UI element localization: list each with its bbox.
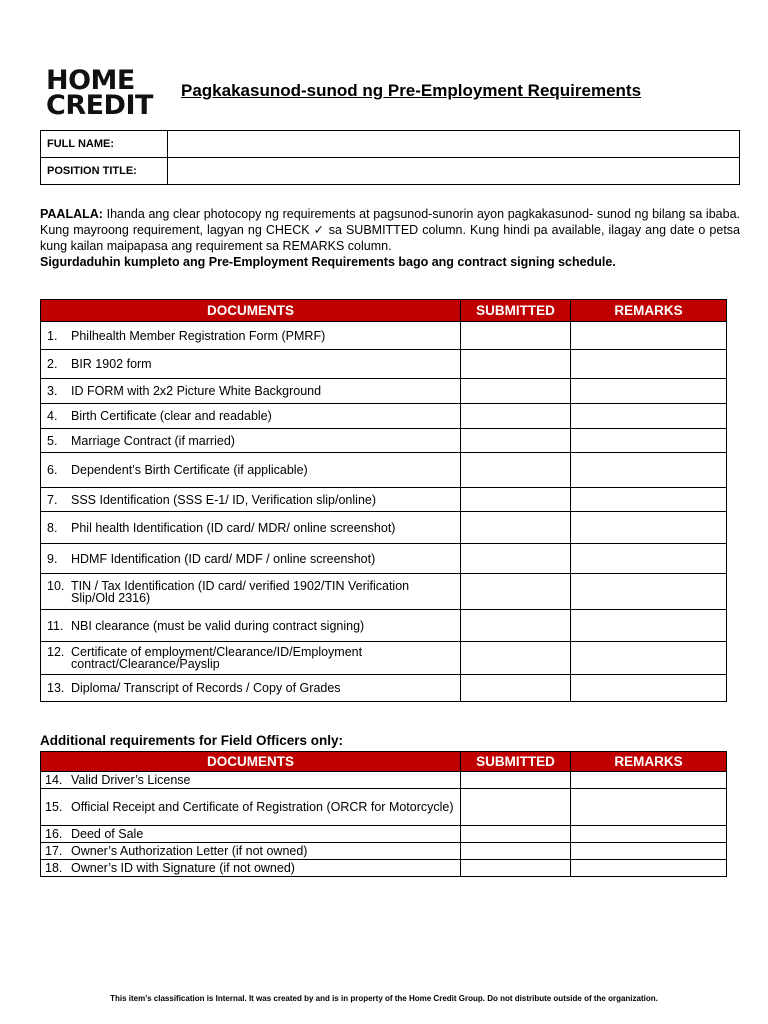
document-cell (41, 322, 461, 350)
table-row (41, 379, 727, 404)
remarks-cell[interactable] (571, 453, 727, 488)
documents-header: DOCUMENTS (41, 300, 461, 322)
row-number: 2. (47, 357, 58, 371)
row-number: 1. (47, 328, 58, 343)
row-number: 8. (47, 520, 58, 535)
row-number: 12. (47, 645, 65, 659)
remarks-cell[interactable] (571, 789, 727, 826)
document-name: Birth Certificate (clear and readable) (71, 409, 272, 423)
remarks-cell[interactable] (571, 379, 727, 404)
document-cell (41, 404, 461, 429)
document-name: Valid Driver’s License (71, 773, 191, 787)
remarks-cell[interactable] (571, 843, 727, 860)
remarks-cell[interactable] (571, 512, 727, 544)
document-cell (41, 675, 461, 702)
remarks-cell[interactable] (571, 429, 727, 453)
document-name: Official Receipt and Certificate of Registration (ORCR for Motorcycle) (71, 800, 454, 814)
row-number: 4. (47, 409, 58, 423)
document-cell (41, 843, 461, 860)
remarks-cell[interactable] (571, 772, 727, 789)
document-name: BIR 1902 form (71, 357, 152, 371)
full-name-field[interactable] (168, 131, 740, 158)
row-number: 7. (47, 492, 58, 507)
document-cell (41, 379, 461, 404)
document-cell (41, 826, 461, 843)
row-number: 16. (45, 827, 63, 841)
submitted-cell[interactable] (461, 826, 571, 843)
document-name: Diploma/ Transcript of Records / Copy of Grades (71, 681, 341, 695)
submitted-cell[interactable] (461, 789, 571, 826)
position-title-label: POSITION TITLE: (41, 158, 168, 185)
submitted-cell[interactable] (461, 675, 571, 702)
document-cell (41, 574, 461, 610)
row-number: 10. (47, 578, 65, 593)
table-row (41, 544, 727, 574)
submitted-cell[interactable] (461, 379, 571, 404)
row-number: 11. (47, 618, 64, 633)
row-number: 15. (45, 800, 63, 814)
table-row (41, 642, 727, 675)
remarks-cell[interactable] (571, 860, 727, 877)
submitted-header: SUBMITTED (461, 300, 571, 322)
document-name: HDMF Identification (ID card/ MDF / online screenshot) (71, 551, 376, 566)
table-row (41, 488, 727, 512)
position-title-field[interactable] (168, 158, 740, 185)
logo-line-1: HOME (46, 65, 135, 96)
document-cell (41, 544, 461, 574)
remarks-cell[interactable] (571, 610, 727, 642)
document-name: ID FORM with 2x2 Picture White Background (71, 384, 322, 398)
table-row (41, 826, 727, 843)
document-cell (41, 789, 461, 826)
document-cell (41, 860, 461, 877)
document-cell (41, 642, 461, 675)
table-row (41, 675, 727, 702)
documents-header: DOCUMENTS (41, 752, 461, 772)
document-name: Phil health Identification (ID card/ MDR/ online screenshot) (71, 520, 396, 535)
requirements-table (40, 299, 727, 702)
table-row (41, 322, 727, 350)
document-cell (41, 488, 461, 512)
table-row (41, 453, 727, 488)
table-row (41, 843, 727, 860)
remarks-cell[interactable] (571, 488, 727, 512)
remarks-cell[interactable] (571, 404, 727, 429)
remarks-cell[interactable] (571, 574, 727, 610)
submitted-cell[interactable] (461, 574, 571, 610)
field-officers-header-row (41, 752, 727, 772)
submitted-cell[interactable] (461, 860, 571, 877)
submitted-cell[interactable] (461, 772, 571, 789)
remarks-cell[interactable] (571, 322, 727, 350)
document-name: Deed of Sale (71, 827, 144, 841)
table-row (41, 574, 727, 610)
remarks-header: REMARKS (571, 752, 727, 772)
row-number: 14. (45, 773, 63, 787)
submitted-cell[interactable] (461, 429, 571, 453)
position-title-row (41, 158, 740, 185)
row-number: 18. (45, 861, 63, 875)
document-name: Philhealth Member Registration Form (PMRF) (71, 328, 326, 343)
document-name: TIN / Tax Identification (ID card/ verified 1902/TIN Verification Slip/Old 2316) (71, 578, 410, 605)
classification-footer: This item's classification is Internal. It was created by and is in property of the Home Credit Group. Do not distribute outside of the organization. (110, 994, 658, 1003)
remarks-cell[interactable] (571, 675, 727, 702)
document-name: NBI clearance (must be valid during contract signing) (71, 618, 365, 633)
document-name: Owner’s Authorization Letter (if not owned) (71, 844, 308, 858)
table-row (41, 610, 727, 642)
document-cell (41, 429, 461, 453)
submitted-cell[interactable] (461, 642, 571, 675)
remarks-header: REMARKS (571, 300, 727, 322)
submitted-cell[interactable] (461, 404, 571, 429)
table-row (41, 789, 727, 826)
row-number: 3. (47, 384, 58, 398)
table-row (41, 860, 727, 877)
document-cell (41, 453, 461, 488)
document-name: SSS Identification (SSS E-1/ ID, Verification slip/online) (71, 492, 377, 507)
table-row (41, 512, 727, 544)
remarks-cell[interactable] (571, 544, 727, 574)
submitted-header: SUBMITTED (461, 752, 571, 772)
requirements-header-row (41, 300, 727, 322)
full-name-row (41, 131, 740, 158)
home-credit-logo (46, 65, 176, 122)
field-officers-heading: Additional requirements for Field Officers only: (40, 733, 344, 748)
submitted-cell[interactable] (461, 843, 571, 860)
document-cell (41, 772, 461, 789)
row-number: 17. (45, 844, 63, 858)
submitted-cell[interactable] (461, 322, 571, 350)
field-officers-table (40, 751, 727, 877)
document-cell (41, 610, 461, 642)
remarks-cell[interactable] (571, 642, 727, 675)
table-row (41, 404, 727, 429)
document-name: Certificate of employment/Clearance/ID/Employment contract/Clearance/Payslip (71, 645, 363, 671)
table-row (41, 772, 727, 789)
submitted-cell[interactable] (461, 512, 571, 544)
note-label: PAALALA: (40, 207, 103, 221)
table-row (41, 350, 727, 379)
row-number: 6. (47, 463, 58, 477)
remarks-cell[interactable] (571, 826, 727, 843)
submitted-cell[interactable] (461, 453, 571, 488)
document-name: Owner’s ID with Signature (if not owned) (71, 861, 295, 875)
note-emphasis: Sigurdaduhin kumpleto ang Pre-Employment Requirements bago ang contract signing schedule. (40, 255, 616, 269)
reminder-note (40, 206, 740, 270)
applicant-info-table (40, 130, 740, 185)
note-text: Ihanda ang clear photocopy ng requirements at pagsunod-sunorin ayon pagkakasunod- sunod ng bilang sa ibaba. Kung mayroong requirement, lagyan ng CHECK ✓ sa SUBMITTED column. Kung hindi pa available, ilagay ang date o petsa kung kailan maipapasa ang requirement sa REMARKS column. (40, 207, 740, 253)
document-name: Marriage Contract (if married) (71, 433, 235, 448)
table-row (41, 429, 727, 453)
remarks-cell[interactable] (571, 350, 727, 379)
row-number: 13. (47, 681, 65, 695)
submitted-cell[interactable] (461, 544, 571, 574)
row-number: 9. (47, 551, 58, 566)
submitted-cell[interactable] (461, 488, 571, 512)
submitted-cell[interactable] (461, 350, 571, 379)
document-cell (41, 512, 461, 544)
document-name: Dependent’s Birth Certificate (if applicable) (71, 463, 308, 477)
full-name-label: FULL NAME: (41, 131, 168, 158)
row-number: 5. (47, 433, 58, 448)
logo-line-2: CREDIT (46, 90, 153, 121)
document-cell (41, 350, 461, 379)
submitted-cell[interactable] (461, 610, 571, 642)
page-title: Pagkakasunod-sunod ng Pre-Employment Requirements (181, 81, 642, 100)
